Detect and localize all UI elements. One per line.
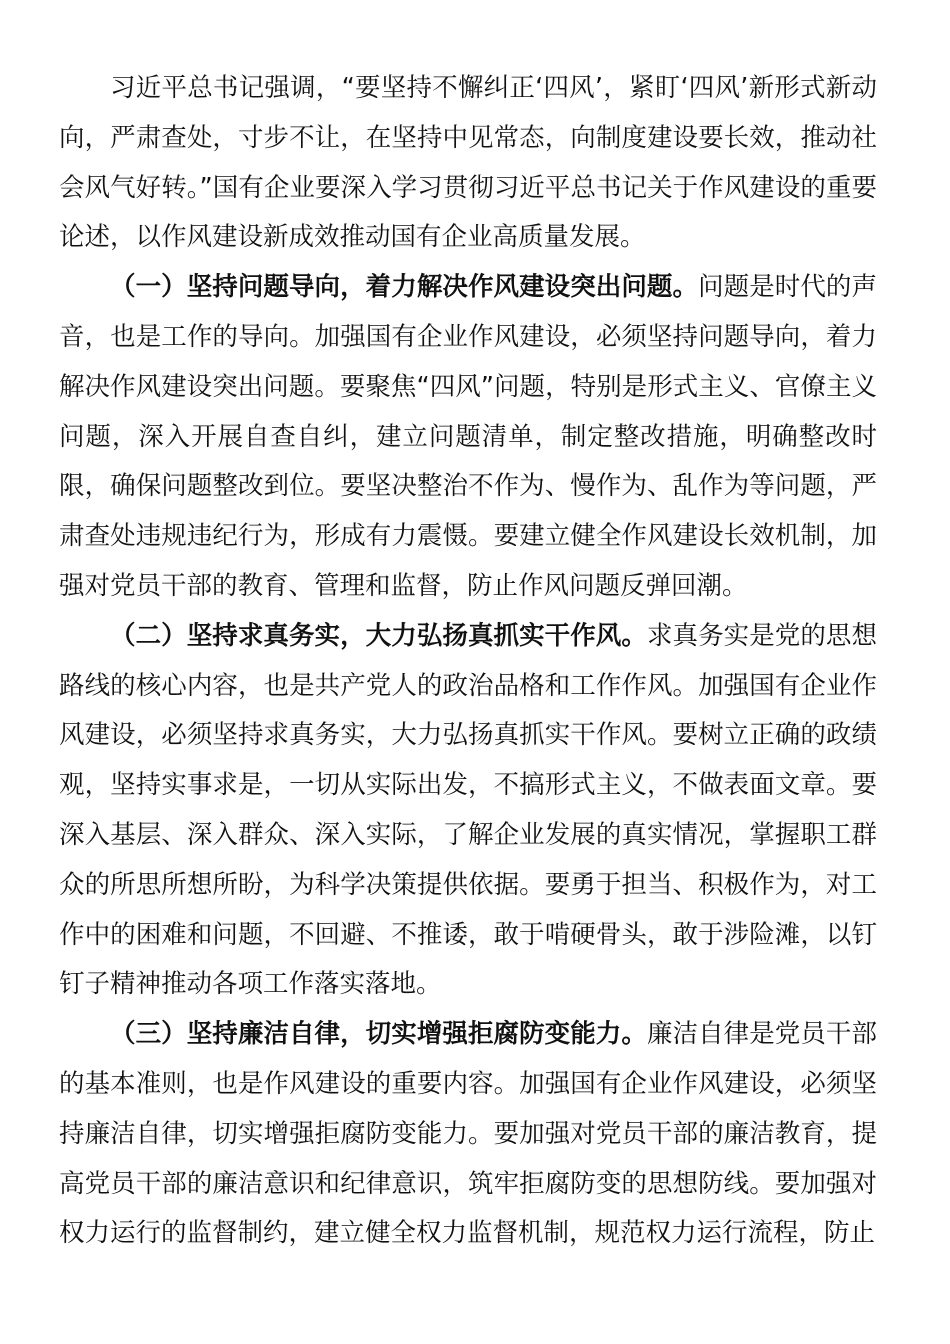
section-three-paragraph	[59, 1010, 877, 1259]
intro-paragraph	[59, 64, 877, 263]
section-one-heading: （一）坚持问题导向，着力解决作风建设突出问题。	[110, 272, 699, 303]
section-one-body: 问题是时代的声音，也是工作的导向。加强国有企业作风建设，必须坚持问题导向，着力解决作风建设突出问题。要聚焦“四风”问题，特别是形式主义、官僚主义问题，深入开展自查自纠，建立问题清单，制定整改措施，明确整改时限，确保问题整改到位。要坚决整治不作为、慢作为、乱作为等问题，严肃查处违规违纪行为，形成有力震慑。要建立健全作风建设长效机制，加强对党员干部的教育、管理和监督，防止作风问题反弹回潮。	[59, 272, 877, 601]
document-page	[59, 64, 877, 1259]
section-two-heading: （二）坚持求真务实，大力弘扬真抓实干作风。	[110, 620, 647, 651]
section-two-body: 求真务实是党的思想路线的核心内容，也是共产党人的政治品格和工作作风。加强国有企业作风建设，必须坚持求真务实，大力弘扬真抓实干作风。要树立正确的政绩观，坚持实事求是，一切从实际出发，不搞形式主义，不做表面文章。要深入基层、深入群众、深入实际，了解企业发展的真实情况，掌握职工群众的所思所想所盼，为科学决策提供依据。要勇于担当、积极作为，对工作中的困难和问题，不回避、不推诿，敢于啃硬骨头，敢于涉险滩，以钉钉子精神推动各项工作落实落地。	[59, 620, 877, 1000]
intro-paragraph-body: 习近平总书记强调，“要坚持不懈纠正‘四风’，紧盯‘四风’新形式新动向，严肃查处，寸步不让，在坚持中见常态，向制度建设要长效，推动社会风气好转。”国有企业要深入学习贯彻习近平总书记关于作风建设的重要论述，以作风建设新成效推动国有企业高质量发展。	[59, 73, 877, 253]
section-two-paragraph	[59, 612, 877, 1010]
section-one-paragraph	[59, 263, 877, 612]
section-three-body: 廉洁自律是党员干部的基本准则，也是作风建设的重要内容。加强国有企业作风建设，必须坚持廉洁自律，切实增强拒腐防变能力。要加强对党员干部的廉洁教育，提高党员干部的廉洁意识和纪律意识，筑牢拒腐防变的思想防线。要加强对权力运行的监督制约，建立健全权力监督机制，规范权力运行流程，防止	[59, 1019, 877, 1249]
section-three-heading: （三）坚持廉洁自律，切实增强拒腐防变能力。	[110, 1019, 647, 1050]
